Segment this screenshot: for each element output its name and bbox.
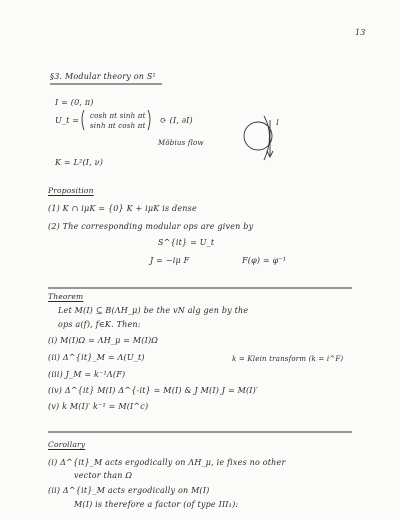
section-heading: §3. Modular theory on S¹ [50, 72, 156, 81]
corollary-item-1: (i) Δ^{it}_M acts ergodically on ΛH_μ, ie fixes no other [48, 458, 286, 467]
klein-transform-note: k = Klein transform (k = i^F) [232, 355, 344, 363]
corollary-item-1-cont: vector than Ω [74, 471, 133, 480]
diagram-I-label: I [276, 119, 279, 127]
matrix-row-2: sinh πt cosh πt [90, 122, 146, 130]
proposition-item-1: (1) K ∩ iμK = {0} K + iμK is dense [48, 204, 197, 213]
K-definition: K = L²(I, ν) [55, 158, 104, 167]
matrix-row-1: cosh πt sinh πt [90, 112, 146, 120]
theorem-item-1: (i) M(I)Ω = ΛH_μ = M(I)Ω [48, 336, 159, 345]
theorem-item-3: (iii) J_M = k⁻¹Λ(F) [48, 370, 126, 379]
corollary-item-2-cont: M(I) is therefore a factor (of type III₁): [74, 500, 239, 509]
corollary-item-2: (ii) Δ^{it}_M acts ergodically on M(I) [48, 486, 210, 495]
theorem-line-2: ops a(f), f∈K. Then: [58, 320, 141, 329]
proposition-F-formula: F(φ) = φ⁻¹ [242, 256, 287, 265]
theorem-heading: Theorem [48, 292, 84, 301]
interval-definition: I = (0, π) [55, 98, 94, 107]
theorem-line-1: Let M(I) ⊆ B(ΛH_μ) be the vN alg gen by the [58, 306, 249, 315]
matrix-right-bracket [148, 110, 150, 130]
corollary-heading: Corollary [48, 440, 86, 449]
page-number: 13 [355, 28, 366, 37]
matrix-left-bracket [82, 110, 84, 130]
proposition-J-formula: J = −iμ F [150, 256, 190, 265]
U-label: U_t = [55, 116, 80, 125]
theorem-item-5: (v) k M(I)′ k⁻¹ = M(I^c) [48, 402, 149, 411]
proposition-S-formula: S^{it} = U_t [158, 238, 215, 247]
proposition-heading: Proposition [48, 186, 94, 195]
theorem-item-2: (ii) Δ^{it}_M = Λ(U_t) [48, 353, 145, 362]
theorem-item-4: (iv) Δ^{it} M(I) Δ^{-it} = M(I) & J M(I) J = M(I)′ [48, 386, 258, 395]
mobius-flow-label: Möbius flow [158, 139, 204, 147]
action-on-interval: ⟳ (I, ∂I) [160, 116, 193, 125]
proposition-item-2: (2) The corresponding modular ops are given by [48, 222, 254, 231]
